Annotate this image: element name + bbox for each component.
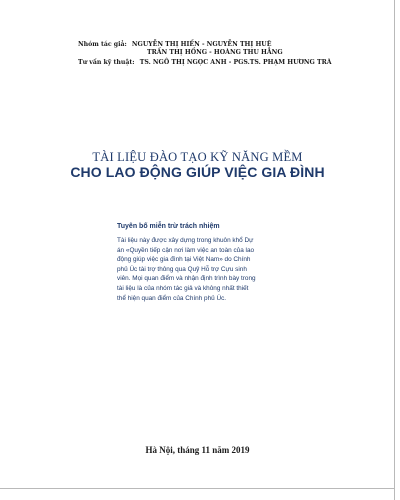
disclaimer-body: [117, 236, 293, 303]
page-border-right: [394, 0, 395, 500]
authors-line-2: TRẦN THỊ HỒNG - HOÀNG THU HẰNG: [147, 49, 283, 56]
advisors-row: [78, 59, 378, 67]
disclaimer-line: động giúp việc gia đình tại Việt Nam» do Chính: [117, 256, 251, 264]
advisors-names: TS. NGÔ THỊ NGỌC ANH - PGS.TS. PHẠM HƯƠNG TRÀ: [139, 59, 332, 66]
disclaimer-line: phủ Úc tài trợ thông qua Quỹ Hỗ trợ Cựu sinh: [117, 265, 247, 273]
cover-title: CHO LAO ĐỘNG GIÚP VIỆC GIA ĐÌNH: [70, 164, 325, 180]
authors-row-2: [78, 49, 378, 57]
advisors-label: Tư vấn kỹ thuật:: [78, 59, 135, 66]
disclaimer-line: án «Quyền tiếp cận nơi làm việc an toàn của lao: [117, 246, 255, 254]
disclaimer-line: viên. Mọi quan điểm và nhận định trình bày trong: [117, 275, 256, 283]
cover-subtitle: TÀI LIỆU ĐÀO TẠO KỸ NĂNG MỀM: [92, 150, 303, 164]
publication-date: Hà Nội, tháng 11 năm 2019: [145, 445, 250, 455]
authors-label: Nhóm tác giả:: [78, 41, 127, 48]
disclaimer-line: Tài liệu này được xây dựng trong khuôn khổ Dự: [117, 237, 254, 244]
authors-line-1: NGUYỄN THỊ HIỀN - NGUYỄN THỊ HUỆ: [131, 41, 272, 48]
disclaimer-line: thể hiện quan điểm của Chính phủ Úc.: [117, 294, 227, 302]
authors-row: [78, 41, 378, 49]
disclaimer-line: tài liệu là của nhóm tác giả và không nhất thiết: [117, 284, 249, 292]
credits-block: [78, 41, 378, 67]
page-border-bottom: [0, 488, 395, 489]
disclaimer-heading: Tuyên bố miễn trừ trách nhiệm: [117, 223, 220, 230]
